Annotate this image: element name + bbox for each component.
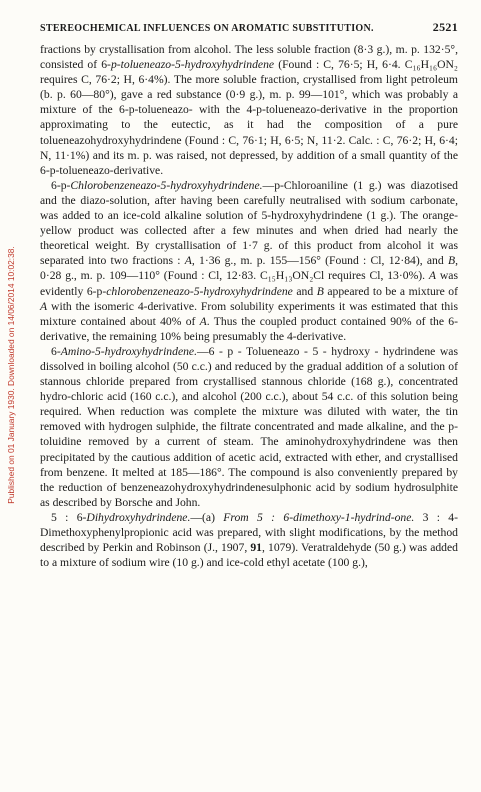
p2-text-a: 6-p- — [51, 178, 71, 192]
p1-text-a: fractions by crystallisation from alcohol. The less soluble fraction (8·3 g.), m. p. 132·5°, consisted of 6- — [40, 43, 458, 72]
p4-text-g: , 1079). Veratraldehyde (50 g.) was added to a mixture of sodium wire (10 g.) and ice-cold ethyl acetate (100 g.), — [40, 541, 458, 570]
publication-watermark-text: Published on 01 January 1930. Downloaded on 14/06/2014 10:02:38. — [6, 246, 16, 504]
p2-text-q: . Thus the coupled product contained 90% of the 6-derivative, the remaining 10% being presumably the 4-derivative. — [40, 314, 458, 343]
p1-compound-name-b: azo-5- — [154, 58, 185, 72]
p4-heading: Dihydroxyhydrindene. — [86, 510, 191, 524]
p1-compound-name-c: hydroxyhydrindene — [184, 58, 275, 72]
p4-text-c: —(a) — [190, 510, 224, 524]
p2-text-e: , 1·36 g., m. p. 155—156° (Found : Cl, 12·84), and — [191, 254, 448, 268]
page-number: 2521 — [432, 20, 458, 34]
p4-subheading: From 5 : 6-dimethoxy-1-hydrind-one. — [223, 510, 415, 524]
p2-text-o: with the isomeric 4-derivative. From solubility experiments it was estimated that this mixture contained about 40% of — [40, 299, 458, 328]
running-head-title: STEREOCHEMICAL INFLUENCES ON AROMATIC SUBSTITUTION. — [40, 23, 374, 34]
p2-text-k: and — [292, 284, 317, 298]
page-content — [40, 20, 458, 570]
p2-compound-name: chlorobenzeneazo-5-hydroxyhydrindene — [106, 284, 293, 298]
p2-fraction-b-2: B — [316, 284, 324, 298]
p2-text-i: was evidently 6-p- — [40, 269, 458, 298]
p2-text-c: —p-Chloroaniline (1 g.) was diazotised and the diazo-solution, after having been carefully neutralised with sodium carbonate, was added to an ice-cold alkaline solution of 5-hydroxyhydrindene (1 g.). The orange-yellow product was collected after a few minutes and when dried had nearly the theoretical weight. By crystallisation of 1·7 g. of this product from alcohol it was separated into two fractions : — [40, 178, 458, 268]
p4-volume: 91 — [250, 541, 262, 555]
p2-text-g: , 0·28 g., m. p. 109—110° (Found : Cl, 12·83. C₁₅H₁₃ON₂Cl requires Cl, 13·0%). — [40, 254, 458, 283]
p2-fraction-a-3: A — [40, 299, 48, 313]
p2-heading: Chlorobenzeneazo-5-hydroxyhydrindene. — [70, 178, 263, 192]
p2-text-m: appeared to be a mixture of — [323, 284, 459, 298]
p2-fraction-b: B — [447, 254, 456, 268]
article-body — [40, 42, 458, 570]
p4-text-e: 3 : 4-Dimethoxyphenylpropionic acid was prepared, with slight modifications, by the method described by Perkin and Robinson (J., 1907, — [40, 510, 459, 555]
p2-fraction-a: A — [184, 254, 192, 268]
p3-text-c: —6 - p - Tolueneazo - 5 - hydroxy - hydrindene was dissolved in boiling alcohol (50 c.c.) and reduced by the gradual addition of a solution of stannous chloride prepared from crystallised stannous chloride (168 g.), concentrated hydro-chloric acid (160 c.c.), and alcohol (200 c.c.), about 54 c.c. of this solution being required. When reduction was complete the mixture was diluted with water, the tin removed with hydrogen sulphide, the filtrate concentrated and made alkaline, and the p-toluidine removed by a current of steam. The aminohydroxyhydrindene was then precipitated by the cautious addition of acetic acid, extracted with ether, and crystallised from benzene. It melted at 185—186°. The compound is also conveniently prepared by the reduction of benzeneazohydroxyhydrindenesulphonic acid by sodium hydrosulphite as described by Borsche and John. — [40, 344, 458, 509]
p3-text-a: 6- — [51, 344, 61, 358]
p3-heading: Amino-5-hydroxyhydrindene. — [60, 344, 198, 358]
p1-compound-name-a: p-toluene — [110, 58, 155, 72]
p2-fraction-a-2: A — [428, 269, 437, 283]
p2-fraction-a-4: A — [199, 314, 207, 328]
p1-text-e: (Found : C, 76·5; H, 6·4. C₁₆H₁₆ON₂ requires C, 76·2; H, 6·4%). The more soluble fraction, crystallised from light petroleum (b. p. 60—80°), gave a red substance (0·9 g.), m. p. 99—101°, which was probably a mixture of the 6-p-tolueneazo- with the 4-p-tolueneazo-derivative in the proportion approximating to the eutectic, as it had the composition of a pure tolueneazohydroxyhydrindene (Found : C, 76·1; H, 6·5; N, 11·2. Calc. : C, 76·2; H, 6·4; N, 11·1%) and its m. p. was raised, not depressed, by addition of a small quantity of the 6-p-tolueneazo-derivative. — [40, 58, 458, 177]
paragraph-1 — [40, 42, 458, 178]
paragraph-2 — [40, 178, 458, 344]
paragraph-3 — [40, 344, 458, 510]
sidebar-watermark — [0, 0, 22, 792]
paragraph-4 — [40, 510, 458, 570]
running-head — [40, 20, 458, 35]
p4-text-a: 5 : 6- — [51, 510, 87, 524]
